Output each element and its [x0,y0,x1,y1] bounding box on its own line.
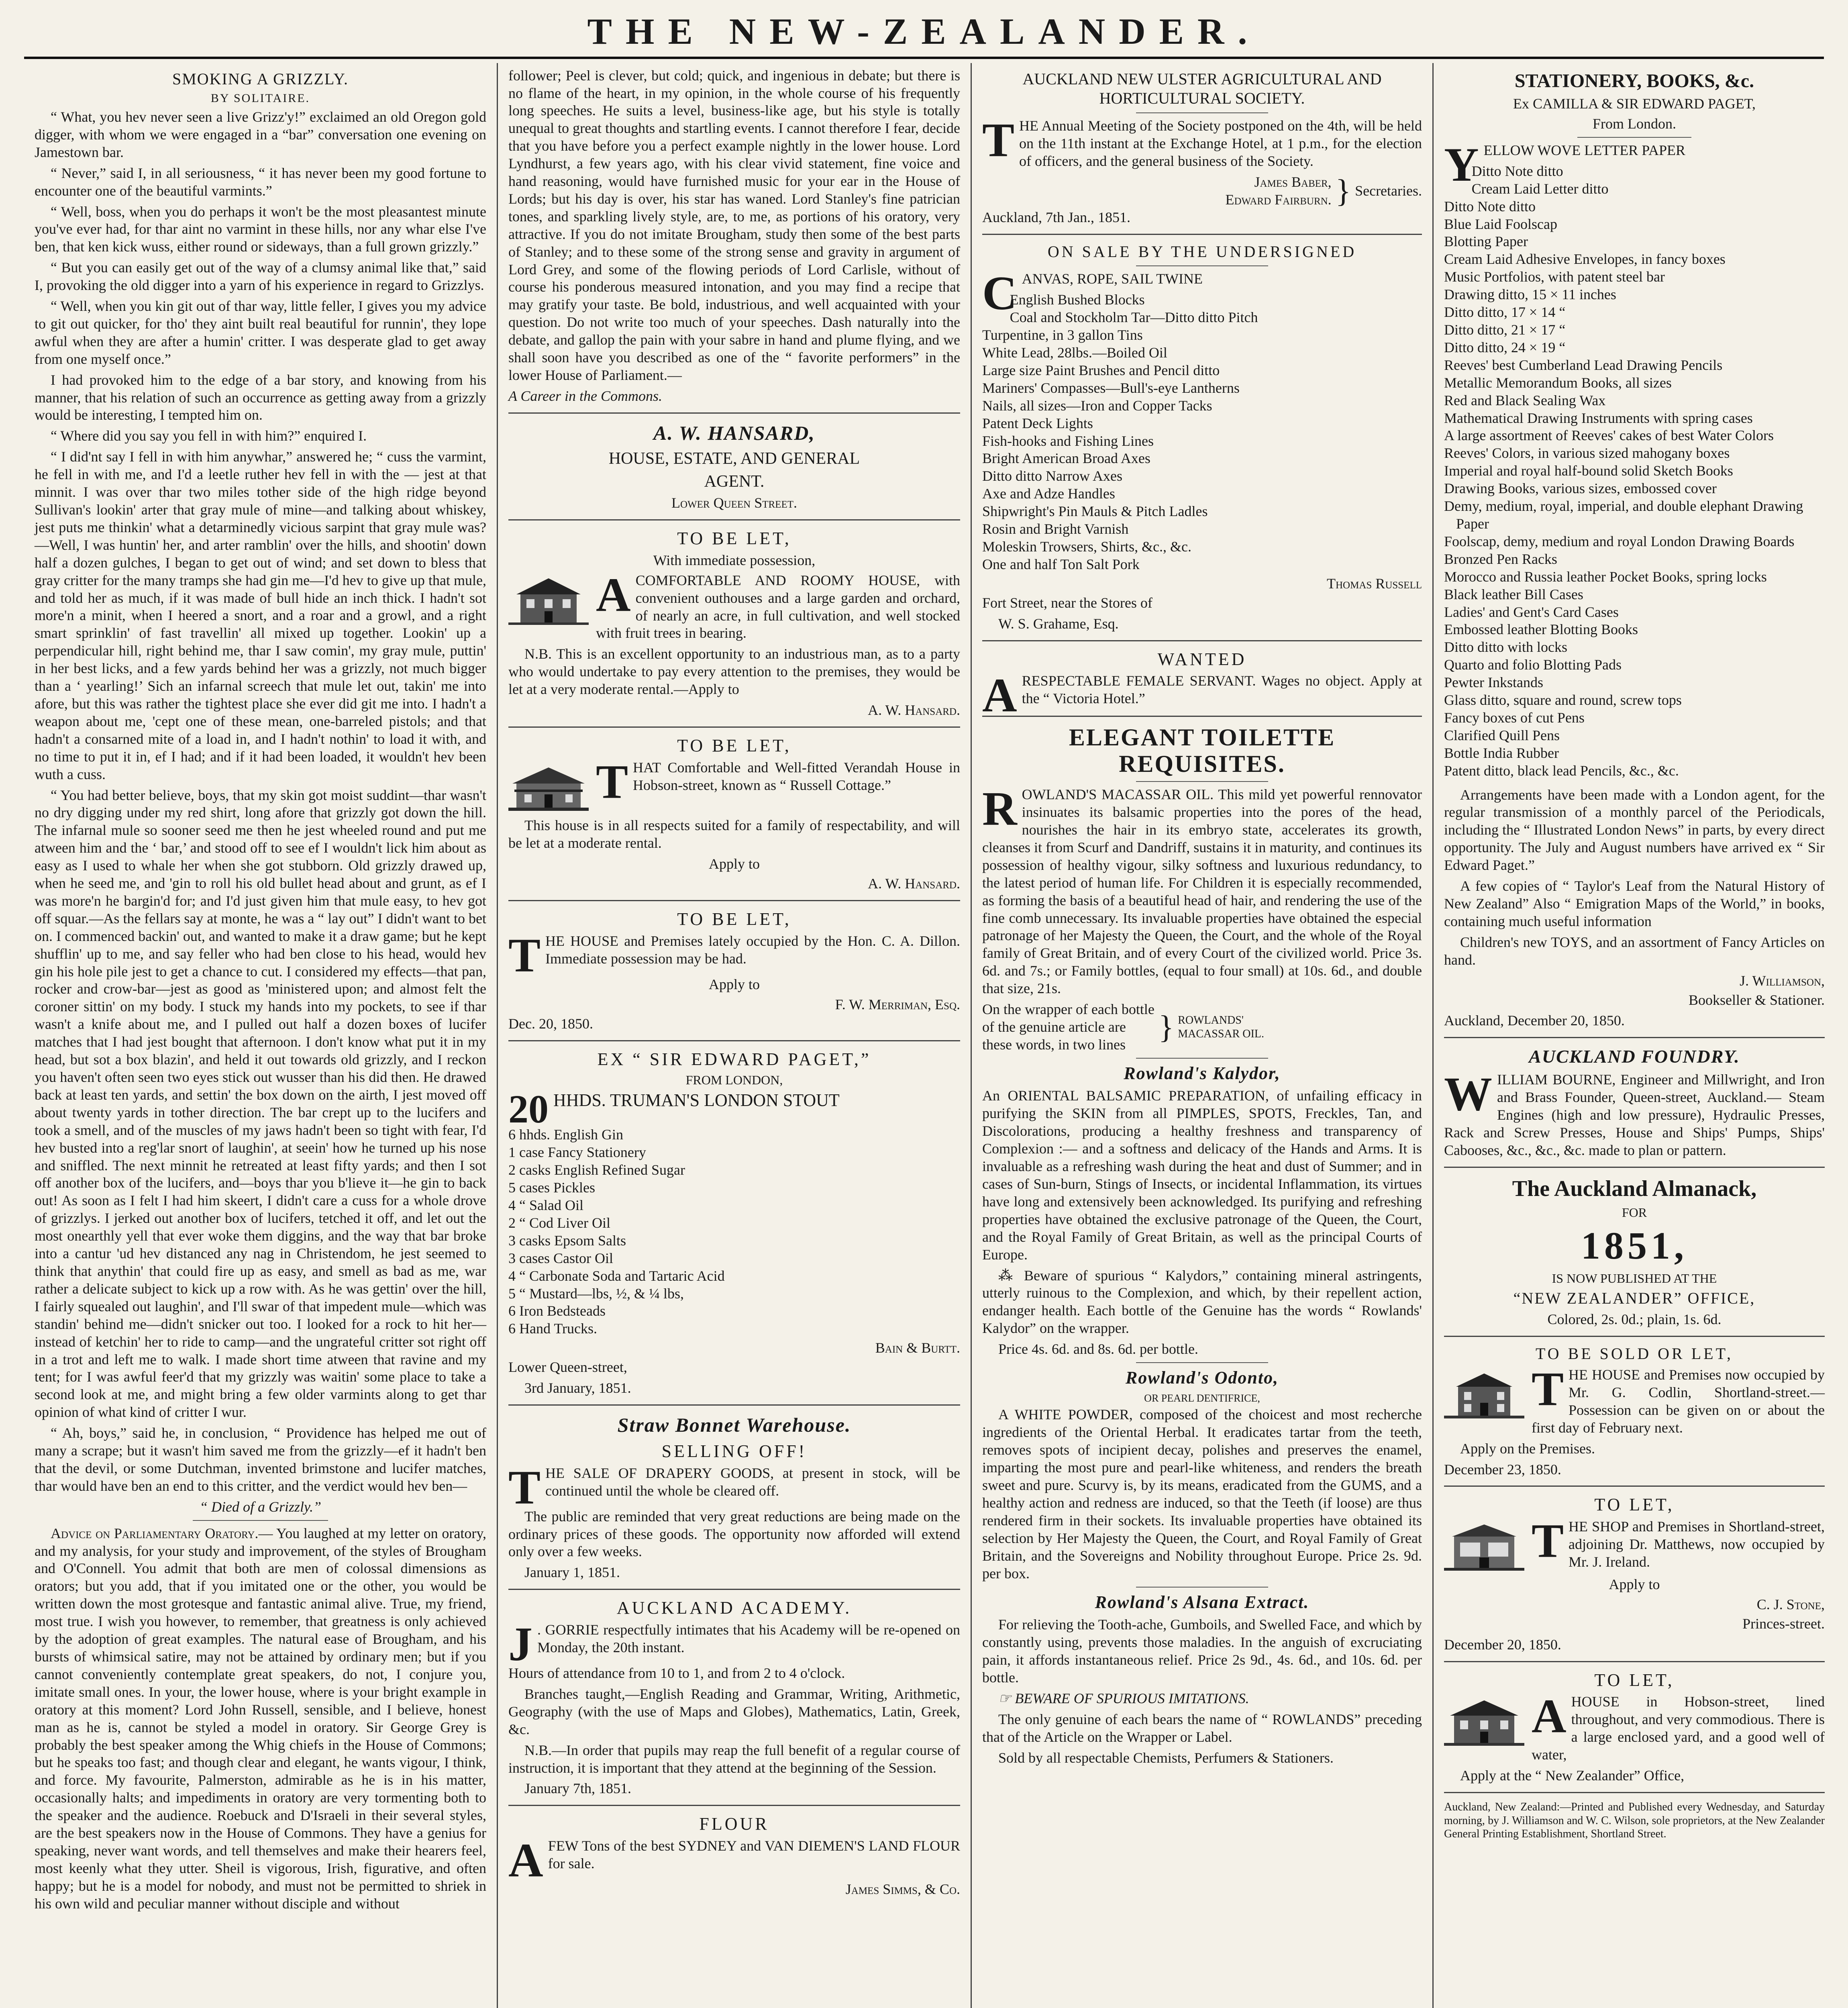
advice-text: — You laughed at my letter on oratory, and my analysis, for your study and improvement, of the styles of Brougham and O'Connell. You admit that both are men of colossal dimensions as orators; but you add, that if you imitated one or the other, you would be written down the most grotesque and fantastic animal alive. True, my friend, most true. I wish you however, to remember, that greatness is only achieved by the adoption of great examples. The natural ease of Brougham, and his bursts of whimsical satire, may not be attained by ordinary men; but if you cannot conveniently contemplate great speakers, do not, I conjure you, imitate small ones. In your, the lower house, where is your bright example in oratory at this moment? Lord John Russell, sensible, and I believe, honest man as he is, cannot be styled a model in oratory. Sir George Grey is probably the best speaker among the Whig chiefs in the House of Commons; but he speaks too fast; and though clear and elegant, he wants vigour, I think, and force. My favourite, Palmerston, admirable as he is in his matter, occasionally halts; and impediments in oratory are very tormenting both to the speaker and the audience. Roebuck and D'Israeli in their several styles, are the best speakers now in the House of Commons. They have a genius for speaking, never want words, and tell themselves and make their hearers feel, most keenly what they utter. Sheil is vigorous, Irish, figurative, and often happy; but he is a model for nobody, and must not be permitted to shriek in his own wild and peculiar manner without disciple and without [35,1525,486,1912]
list-item: Fish-hooks and Fishing Lines [982,433,1154,449]
story-paragraph: “ Where did you say you fell in with him?” enquired I. [51,428,367,444]
list-item: Patent Deck Lights [982,415,1093,431]
list-item: 6 hhds. English Gin [508,1126,624,1143]
ad-signature: F. W. Merriman, Esq. [835,996,960,1012]
list-item: A large assortment of Reeves' cakes of best Water Colors [1444,427,1774,444]
ad-heading: ON SALE BY THE UNDERSIGNED [1047,242,1357,261]
shop-illustration-icon [1444,1520,1524,1573]
hansard-line: AGENT. [704,472,765,491]
story-paragraph: “ But you can easily get out of the way of a clumsy animal like that,” said I, provoking the old digger into a yarn of his experience in regard to Grizzlys. [35,259,486,294]
ad-text: THE HOUSE and Premises now occupied by Mr. G. Codlin, Shortland-street.—Possession can be given on or about the first day of February next. [1532,1362,1825,1436]
ad-signature: Bain & Burtt. [875,1340,960,1356]
hansard-address: Lower Queen Street. [671,495,797,511]
list-item: 6 Hand Trucks. [508,1320,598,1337]
alsana-beware: ☞ BEWARE OF SPURIOUS IMITATIONS. [998,1690,1249,1706]
macassar-wrapper-note: On the wrapper of each bottle of the genuine article are these words, in two lines } ROWLANDS' MACASSAR OIL. [982,1001,1264,1053]
ad-signature: J. Williamson, [1740,972,1825,989]
odonto-subtitle: OR PEARL DENTIFRICE, [1144,1392,1260,1404]
list-item: Cream Laid Letter ditto [1471,180,1609,197]
list-item: Foolscap, demy, medium and royal London Drawing Boards [1444,533,1795,549]
divider [1136,781,1268,782]
ad-heading: TO BE SOLD OR LET, [1535,1345,1734,1363]
ad-text: Branches taught,—English Reading and Grammar, Writing, Arithmetic, Geography (with the use of Maps and Globes), Mathematics, Latin, Greek, &c. [508,1686,960,1737]
divider [508,1040,960,1041]
list-item: 2 casks English Refined Sugar [508,1162,685,1178]
ad-subheading: FROM LONDON, [685,1073,783,1088]
list-item: Bronzed Pen Racks [1444,551,1557,567]
list-item: Patent ditto, black lead Pencils, &c., &c. [1444,762,1679,779]
list-item: 6 Iron Bedsteads [508,1303,606,1319]
list-item: Shipwright's Pin Mauls & Pitch Ladles [982,503,1208,520]
list-item: 4 “ Salad Oil [508,1197,583,1214]
list-item: 2 “ Cod Liver Oil [508,1214,610,1231]
list-item: 5 cases Pickles [508,1179,595,1196]
ad-text: ARESPECTABLE FEMALE SERVANT. Wages no object. Apply at the “ Victoria Hotel.” [982,668,1422,722]
toilette-title: ELEGANT TOILETTE REQUISITES. [1069,724,1336,777]
almanack-year: 1851, [1581,1224,1688,1267]
ad-lead-line: CANVAS, ROPE, SAIL TWINE [982,266,1203,320]
wanted-title: WANTED [1157,649,1247,669]
list-item: Ditto Note ditto [1471,163,1563,179]
stationery-title: STATIONERY, BOOKS, &c. [1514,70,1754,92]
odonto-text: A WHITE POWDER, composed of the choicest and most recherche ingredients of the Oriental Herbal. It eradicates tartar from the teeth, removes spots of incipient decay, polishes and preserves the enamel, imparting the most pure and pearl-like whiteness, and renders the breath sweet and pure. Scurvy is, by its means, eradicated from the GUMS, and a healthy action and redness are induced, so that the Teeth (if loose) are thus rendered firm in their sockets. Its invaluable properties have obtained its selection by Her Majesty the Queen, the Court, and Royal Family of Great Britain, and the Sovereigns and Nobility throughout Europe. Price 2s. 9d. per box. [982,1406,1422,1582]
list-item: Embossed leather Blotting Books [1444,621,1638,638]
story-paragraph: I had provoked him to the edge of a bar story, and knowing from his manner, that his relation of such an occurrence as getting away from a grizzly would be interesting, I tempted him on. [35,371,486,423]
alsana-title: Rowland's Alsana Extract. [1095,1592,1310,1612]
ad-apply: Apply at the “ New Zealander” Office, [1460,1767,1685,1784]
divider [508,726,960,728]
ad-heading: TO BE LET, [677,529,791,549]
almanack-price: Colored, 2s. 0d.; plain, 1s. 6d. [1547,1311,1722,1328]
divider [508,412,960,414]
ad-signature: C. J. Stone, [1756,1596,1825,1612]
list-item: Axe and Adze Handles [982,486,1115,502]
ad-text: A few copies of “ Taylor's Leaf from the Natural History of New Zealand” Also “ Emigration Maps of the World,” in books, containing much useful information [1444,878,1825,929]
odonto-title: Rowland's Odonto, [1125,1368,1279,1388]
stationery-list [1444,163,1825,780]
column-2 [498,63,972,2008]
ulster-title: AUCKLAND NEW ULSTER AGRICULTURAL AND HORTICULTURAL SOCIETY. [1022,69,1382,108]
ad-address: W. S. Grahame, Esq. [998,615,1119,632]
divider [508,1404,960,1406]
house-illustration-icon [1444,1369,1524,1421]
almanack-published: IS NOW PUBLISHED AT THE [1552,1271,1717,1286]
ad-text: AHOUSE in Hobson-street, lined throughout, and very commodious. There is a large enclosed yard, and a good well of water, [1532,1689,1825,1763]
list-item: Turpentine, in 3 gallon Tins [982,327,1143,343]
goods-list [508,1126,960,1338]
divider [193,1520,328,1521]
divider [1444,1336,1825,1337]
story-paragraph: “ Never,” said I, in all seriousness, “ it has never been my good fortune to encounter one of the beautiful varmints.” [35,165,486,199]
ad-heading: TO LET, [1594,1670,1675,1690]
list-item: 3 casks Epsom Salts [508,1232,626,1249]
ad-text: The public are reminded that very great reductions are being made on the ordinary prices of these goods. The opportunity now afforded will extend only over a few weeks. [508,1508,960,1560]
divider [982,640,1422,641]
divider [508,1805,960,1806]
academy-title: AUCKLAND ACADEMY. [616,1598,852,1618]
list-item: Ditto ditto with locks [1444,639,1568,655]
list-item: Drawing ditto, 15 × 11 inches [1444,286,1616,303]
ad-heading: TO LET, [1594,1495,1675,1515]
ad-text: This house is in all respects suited for a family of respectability, and will be let at a moderate rental. [508,817,960,851]
list-item: Glass ditto, square and round, screw tops [1444,692,1682,708]
ad-signature: Thomas Russell [1327,575,1422,592]
ad-date: Dec. 20, 1850. [508,1015,593,1032]
divider [1577,137,1691,138]
divider [1136,1587,1268,1588]
ad-text: Arrangements have been made with a London agent, for the regular transmission of a monthly parcel of the Periodicals, including the “ Illustrated London News” in parts, by every direct opportunity. The July and August numbers have arrived ex “ Sir Edward Paget.” [1444,786,1825,873]
list-item: Ditto ditto, 17 × 14 “ [1444,304,1566,320]
list-item: Red and Black Sealing Wax [1444,392,1606,408]
list-item: Moleskin Trowsers, Shirts, &c., &c. [982,539,1192,555]
ad-date: 3rd January, 1851. [524,1380,631,1396]
list-item: 1 case Fancy Stationery [508,1144,646,1161]
list-item: Large size Paint Brushes and Pencil ditto [982,362,1220,378]
ad-signature-role: Bookseller & Stationer. [1689,992,1825,1008]
ad-apply: Apply to [708,855,760,872]
alsana-text: For relieving the Tooth-ache, Gumboils, and Swelled Face, and which by constantly using, prevents those maladies. In the anguish of excruciating pain, it affords instantaneous relief. Price 2s 9d., 4s. 6d., and 10s. 6d. per bottle. [982,1616,1422,1686]
divider [1136,265,1268,266]
list-item: Metallic Memorandum Books, all sizes [1444,374,1672,391]
divider [1136,1362,1268,1363]
ad-signature: James Simms, & Co. [845,1881,960,1897]
story-paragraph: “ Ah, boys,” said he, in conclusion, “ Providence has helped me out of many a scrape; but it wasn't him saved me from the grizzly—ef it hadn't ben that the devil, or some Dutchman, invented brimstone and lucifer matches, thar would have ben an end to this critter, and the verdict would hev ben— [35,1425,486,1494]
list-item: Quarto and folio Blotting Pads [1444,657,1622,673]
advice-article [35,1525,486,1913]
list-item: Mariners' Compasses—Bull's-eye Lantherns [982,380,1240,396]
list-item: Blue Laid Foolscap [1444,216,1557,232]
ad-apply: Apply to [708,976,760,992]
list-item: English Bushed Blocks [1010,292,1145,308]
macassar-text: ROWLAND'S MACASSAR OIL. This mild yet powerful rennovator insinuates its balsamic properties into the pores of the head, nourishes the hair in its embryo state, accelerates its growth, cleanses it from Scurf and Dandriff, sustains it in maturity, and continues its possession of healthy vigour, silky softness and luxurious redundancy, to the latest period of human life. For Children it is especially recommended, as forming the basis of a beautiful head of hair, and rendering the use of the fine comb unnecessary. Its invaluable properties have obtained the especial patronage of her Majesty the Queen, the Court, and the whole of the Royal family of Great Britain, and of every Court of the civilized world. Price 3s. 6d. and 7s.; or Family bottles, (equal to four small) at 10s. 6d., and double that size, 21s. [982,782,1422,997]
list-item: Nails, all sizes—Iron and Copper Tacks [982,397,1212,414]
ad-lead-line: YELLOW WOVE LETTER PAPER [1444,137,1685,191]
ad-text: WILLIAM BOURNE, Engineer and Millwright, and Iron and Brass Founder, Queen-street, Auckland.— Steam Engines (high and low pressure), Hydraulic Presses, Rack and Screw Presses, House and Ships' Pumps, Ships' Cabooses, &c., &c., &c. made to plan or pattern. [1444,1067,1825,1159]
ad-text: Children's new TOYS, and an assortment of Fancy Articles on hand. [1444,934,1825,968]
list-item: Black leather Bill Cases [1444,586,1583,602]
list-item: Fancy boxes of cut Pens [1444,709,1585,726]
ad-text: Hours of attendance from 10 to 1, and from 2 to 4 o'clock. [508,1665,845,1681]
ad-text: J . GORRIE respectfully intimates that his Academy will be re-opened on Monday, the 20th instant. [508,1617,960,1671]
divider [982,234,1422,235]
cottage-illustration-icon [508,761,589,814]
house-illustration-icon [1444,1696,1524,1748]
ad-signature: A. W. Hansard. [868,875,960,892]
list-item: 4 “ Carbonate Soda and Tartaric Acid [508,1267,725,1284]
list-item: Ladies' and Gent's Card Cases [1444,604,1619,620]
house-illustration-icon [508,574,589,626]
ad-date: January 7th, 1851. [524,1780,631,1797]
divider [1444,1792,1825,1793]
ad-text: AFEW Tons of the best SYDNEY and VAN DIEMEN'S LAND FLOUR for sale. [508,1833,960,1887]
goods-list [982,291,1422,573]
columns [24,63,1824,2008]
ad-lead-line: 20 HHDS. TRUMAN'S LONDON STOUT [508,1087,840,1132]
story-title: SMOKING A GRIZZLY. [172,69,349,88]
ad-text: THE SHOP and Premises in Shortland-street, adjoining Dr. Matthews, now occupied by Mr. J. Ireland. [1532,1514,1825,1570]
divider [1444,1661,1825,1662]
column-1 [24,63,498,2008]
ad-apply: Apply to [1609,1576,1660,1593]
ad-date: December 20, 1850. [1444,1636,1561,1653]
ad-text: N.B. This is an excellent opportunity to an industrious man, as to a party who would undertake to pay every attention to the premises, they would be let at a very moderate rental.—Apply to [508,646,960,698]
alsana-sold: Sold by all respectable Chemists, Perfumers & Stationers. [998,1749,1334,1766]
story-paragraph: “ What, you hev never seen a live Grizz'y!” exclaimed an old Oregon gold digger, with whom we were engaged in a “bar” conversation one evening on Jamestown bar. [35,108,486,160]
ad-subheading: With immediate possession, [653,552,816,568]
column-3 [972,63,1434,2008]
ad-text: THE HOUSE and Premises lately occupied by the Hon. C. A. Dillon. Immediate possession may be had. [508,928,960,982]
hansard-line: HOUSE, ESTATE, AND GENERAL [608,449,860,468]
kalydor-text: An ORIENTAL BALSAMIC PREPARATION, of unfailing efficacy in purifying the SKIN from all PIMPLES, SPOTS, Freckles, Tan, and Discolorations, producing a healthy freshness and transparency of Complexion :— and a softness and delicacy of the Hands and Arms. It is invaluable as a refreshing wash during the heat and dust of Summer; and in cases of Sun-burn, Stings of Insects, or incidental Inflammation, its virtues have long and extensively been acknowledged. Its purifying and refreshing properties have obtained the exclusive patronage of the Queen, the Court, and the Royal Family of Great Britain, as well as the principal Courts of Europe. [982,1088,1422,1263]
list-item: Morocco and Russia leather Pocket Books, spring locks [1444,568,1767,585]
story-byline: BY SOLITAIRE. [210,92,310,105]
list-item: Clarified Quill Pens [1444,727,1560,743]
divider [508,519,960,520]
list-item: Ditto Note ditto [1444,198,1536,214]
list-item: Cream Laid Adhesive Envelopes, in fancy boxes [1444,251,1726,267]
continued-text: follower; Peel is clever, but cold; quick, and ingenious in debate; but there is no flame of the heart, in my opinion, in the whole course of his frequently long speeches. He suits a level, business-like age, but his style is totally unequal to great thoughts and startling events. I cannot therefore I fear, decide that you have before you a perfect example nightly in the lower house. Lord Lyndhurst, a few years ago, with his clear vivid statement, fine voice and hand reasoning, would have furnished music for your ear in the House of Lords; but his day is over, his star has waned. Lord Stanley's fine patrician tones, and sparkling lively style, are, to me, as portions of his oratory, very attractive. If you do not imitate Brougham, study then some of the best parts of Stanley; and to these some of the strong sense and gravity in argument of Lord Grey, and some of the flowing periods of Lord Carlisle, without of course his ponderous measured intonation, and you may find a recipe that may gratify your taste. Be bold, industrious, and well acquainted with your question. Do not write too much of your speeches. Dash naturally into the debate, and gallop the pain with your sabre in hand and plume flying, and we shall soon have you described as one of the “ favorite performers” in the lower House of Parliament.— [508,67,960,383]
divider [1136,1058,1268,1059]
ad-heading: TO BE LET, [677,909,791,929]
list-item: White Lead, 28lbs.—Boiled Oil [982,345,1167,361]
kalydor-beware: ⁂ Beware of spurious “ Kalydors,” containing mineral astringents, utterly ruinous to the Complexion, and which, by their repellent action, endanger health. Each bottle of the Genuine has the words “ Rowlands' Kalydor” on the wrapper. [982,1267,1422,1337]
ad-address: Fort Street, near the Stores of [982,594,1152,611]
continued-source: A Career in the Commons. [508,388,662,404]
list-item: Coal and Stockholm Tar—Ditto ditto Pitch [1010,309,1258,326]
ad-text: THE Annual Meeting of the Society postponed on the 4th, will be held on the 11th instant at the Exchange Hotel, at 1 p.m., for the election of officers, and the general business of the Society. [982,113,1422,169]
divider [1444,1167,1825,1168]
kalydor-title: Rowland's Kalydor, [1124,1063,1281,1083]
ad-heading: EX “ SIR EDWARD PAGET,” [597,1049,871,1069]
almanack-for: FOR [1622,1205,1647,1220]
ad-heading: TO BE LET, [677,736,791,756]
divider [508,1589,960,1590]
column-4 [1434,63,1835,2008]
flour-title: FLOUR [699,1814,769,1834]
ad-apply: Apply on the Premises. [1460,1440,1595,1457]
list-item: Pewter Inkstands [1444,674,1543,691]
list-item: Drawing Books, various sizes, embossed cover [1444,480,1717,497]
list-item: Imperial and royal half-bound solid Sketch Books [1444,463,1733,479]
story-paragraph: “ You had better believe, boys, that my skin got moist suddint—thar wasn't no dry digging under my red shirt, long afore that grizzly got down the hill. The infarnal mule so sooner seed me then he jest wheeled round and put me atween him and the ‘ bar,’ and stood off to see ef I wouldn't lick him about as easy as I used to whale her when she got stubborn. Old grizzly drawed up, when he seed me, and 'gin to roll his old bullet head about and grunt, as ef I was more'n he bargin'd for; and I'd just given him that mule easy, to hev got off squar.—As the fellars say at monte, he was a “ lay out” I didn't want to bet on. I commenced backin' out, and wanted to make it a draw game; but he kept shufflin' up to me, and say feller who had ben close to his head, would hev gin his hole pile jest to get a chance to cut. I considered my effects—that pan, rocker and crow-bar—jest as good as 'ministered upon; and almost felt the coroner sittin' on my body. I stuck my hands into my pockets, to see if thar wasn't a knife about me, and I pulled out half a dozen boxes of lucifer matches that I had jest bought that afternoon. I don't know what put it in my head, but sot a box blazin', and held it out towards old grizzly, and I reckon you haven't often seen two eyes stick out wusser than his did then. He drawed back at least ten yards, and settin' the box down on the airth, I jest moved off about twenty yards in tother direction. The bar crept up to the lucifers and took a smell, and of the muscles of my jaws hadn't been so tight with fear, I'd hev busted into a reg'lar snort of laughin', at seein' how he turned up his nose and sniffled. The next minnit he retreated at least fifty yards; and then I sot off another box of the lucifers, and—boys thar you b'lieve it—he gin to back out! As soon as I felt I had him skeert, I didn't care a cuss for a whole drove of grizzlys. I jerked out another box of lucifers, tetched it off, and let out the most onearthly yell that ever woke them diggins, and the way that bar broke into a cantur 'ud hev distanced any nag in Christendom, he jest seemed to think that anythin' that could fire up as easy, and smell as bad as me, war rather a delicate subject to kick up a row with. As he was gettin' over the hill, I fairly squealed out laughin', and I'll swar of that impedent mule—which was standin' behind me—didn't snicker out too. I looked for a rock to hit her—instead of ketchin' her to ride to camp—and the ungrateful critter sot right off in a trot and left me to walk. I made short time atween that ravine and my tent; for I was awful feer'd that my grizzly was waitin' some place to take a second look at me, and might bring a few older varmints along to get thar opinion of what kind of critter I wur. [35,787,486,1420]
ad-text: THAT Comfortable and Well-fitted Verandah House in Hobson-street, known as “ Russell Cottage.” [596,755,960,808]
story-paragraph: “ Well, boss, when you do perhaps it won't be the most pleasantest minute you've ever had, for thar aint no varmint in these hills, nor any whar else I've ben, that ken kick wuss, either round or sideways, than a full grown grizzly.” [35,203,486,255]
dropcap: A [596,567,631,621]
divider [1444,1037,1825,1038]
list-item: 3 cases Castor Oil [508,1250,613,1266]
foundry-title: AUCKLAND FOUNDRY. [1529,1046,1740,1067]
ad-date: January 1, 1851. [524,1564,620,1581]
ad-address: Lower Queen-street, [508,1359,627,1375]
ad-signature: A. W. Hansard. [868,702,960,718]
hansard-title: A. W. HANSARD, [653,421,815,444]
ad-text: THE SALE OF DRAPERY GOODS, at present in stock, will be continued until the whole be cleared off. [508,1460,960,1514]
story-ending: “ Died of a Grizzly.” [199,1498,322,1515]
straw-title: Straw Bonnet Warehouse. [617,1414,851,1436]
divider [1136,112,1268,113]
alsana-genuine: The only genuine of each bears the name of “ ROWLANDS” preceding that of the Article on the Wrapper or Label. [982,1711,1422,1745]
ad-subheading: From London. [1592,116,1676,132]
list-item: One and half Ton Salt Pork [982,556,1140,572]
divider [1444,1486,1825,1487]
secretaries-signature: James Baber, Edward Fairburn. } Secretaries. [1225,173,1422,209]
advice-title: Advice on Parliamentary Oratory. [51,1525,259,1541]
ad-subheading: Ex CAMILLA & SIR EDWARD PAGET, [1513,96,1756,112]
ad-signature-address: Princes-street. [1742,1615,1825,1632]
almanack-title: The Auckland Almanack, [1512,1176,1757,1201]
masthead-title: THE NEW-ZEALANDER. [24,12,1824,59]
list-item: Bottle India Rubber [1444,745,1559,761]
kalydor-price: Price 4s. 6d. and 8s. 6d. per bottle. [998,1341,1198,1357]
ad-date: December 23, 1850. [1444,1461,1561,1477]
ad-text: N.B.—In order that pupils may reap the full benefit of a regular course of instruction, it is important that they attend at the beginning of the Session. [508,1742,960,1776]
list-item: Demy, medium, royal, imperial, and double elephant Drawing Paper [1444,498,1803,532]
ad-date: Auckland, December 20, 1850. [1444,1012,1625,1029]
ad-subheading: SELLING OFF! [661,1441,807,1461]
list-item: Reeves' Colors, in various sized mahogany boxes [1444,445,1730,461]
list-item: Blotting Paper [1444,233,1528,250]
list-item: Reeves' best Cumberland Lead Drawing Pencils [1444,357,1723,373]
imprint: Auckland, New Zealand:—Printed and Published every Wednesday, and Saturday morning, by J. Williamson and W. C. Wilson, sole proprietors, at the New Zealander General Printing Establishment, Shortland Street. [1444,1800,1825,1841]
list-item: Bright American Broad Axes [982,450,1150,467]
list-item: Music Portfolios, with patent steel bar [1444,269,1665,285]
ad-text: ACOMFORTABLE AND ROOMY HOUSE, with convenient outhouses and a large garden and orchard, of nearly an acre, in full cultivation, and well stocked with fruit trees in bearing. [596,567,960,641]
divider [508,900,960,901]
list-item: Ditto ditto, 21 × 17 “ [1444,322,1566,338]
story-paragraph: “ I did'nt say I fell in with him anywhar,” answered he; “ cuss the varmint, he fell in with me, and I'd a leetle ruther hev fell in with the — jest at that minnit. I was over thar two miles tother side of the high ridge beyond Sullivan's lookin' arter that gray mule of mine—and talking about whiskey, jest puts me thinkin' what a detarminedly vicious sarpint that gray mule was?—Well, I was huntin' her, and arter ramblin' over the hills, and shootin' down half a dozen gulches, I began to get out of wind; and set down to bless that gray critter for the many tramps she had gin me—I'd hev to give up that mule, and told her as much, if it was made of bull hide an inch thick. I hadn't sot more'n a minit, when I heered a snort, and a roar and a growl, and a right smart sprinklin' of fast travellin' all mixed up together. Lookin' up a perpendicular hill, right behind me, thar I saw comin', my gray mule, puttin' in her best licks, and a few yards behind her was a grizzly, not much bigger than a ‘ yearling!’ Sich an infarnal screech that mule let out, takin' me into afore, but this was rather the tightest place she ever did git me into. I hadn't a weapon about me, 'cept one of these mean, one-barreled pistols; and that hadn't a consarned mite of a load in, and I hadn't nothin' to load it with, and no time to put it in, ef I had; and if it had been loaded, it wouldn't hev been wuth a cuss. [35,449,486,782]
list-item: Mathematical Drawing Instruments with spring cases [1444,410,1753,426]
ad-date: Auckland, 7th Jan., 1851. [982,209,1130,225]
list-item: Ditto ditto Narrow Axes [982,468,1122,484]
list-item: 5 “ Mustard—lbs, ½, & ¼ lbs, [508,1285,684,1302]
story-paragraph: “ Well, when you kin git out of thar way, little feller, I gives you my advice to git out quicker, for tho' they aint built real beautiful for runnin', they lope awful when they are after a humin' critter. I was desperate glad to get away from one myself once.” [35,298,486,367]
almanack-office: “NEW ZEALANDER” OFFICE, [1513,1289,1756,1308]
list-item: Rosin and Bright Varnish [982,521,1129,537]
list-item: Ditto ditto, 24 × 19 “ [1444,339,1566,355]
divider [982,716,1422,717]
